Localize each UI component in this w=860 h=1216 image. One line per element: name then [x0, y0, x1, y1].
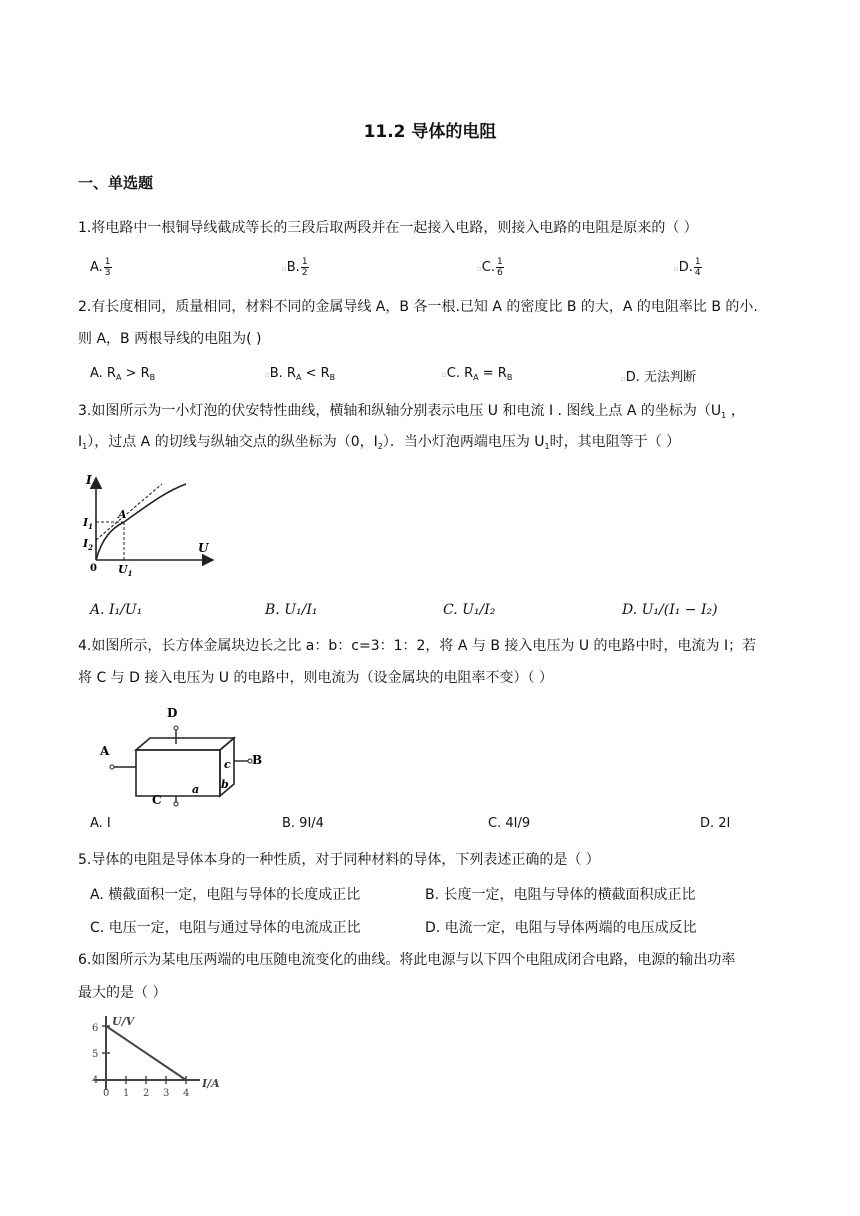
q2-option-b-sub2: B	[329, 373, 336, 382]
q2-option-c-sub1: A	[473, 373, 479, 382]
q3-line2-text3: 时，其电阻等于（ ）	[549, 434, 681, 450]
q6-y-label-6: 6	[92, 1023, 99, 1034]
q4-terminal-d	[174, 726, 178, 730]
question-3-stem-line2	[78, 427, 784, 462]
q2-option-a-text1: A. R	[90, 366, 116, 381]
q2-option-b-text2: < R	[301, 366, 330, 381]
question-5-stem: 5.导体的电阻是导体本身的一种性质，对于同种材料的导体，下列表述正确的是（ ）	[78, 852, 600, 868]
q4-option-d[interactable]: D. 2I	[700, 816, 731, 831]
q3-line1-tail: ，	[726, 403, 745, 419]
q3-line2-sub1: 1	[82, 442, 88, 451]
q3-y-axis-label: I	[86, 473, 92, 487]
q3-x-axis-label: U	[198, 541, 209, 555]
q4-terminal-a	[110, 765, 114, 769]
q6-y-label-4: 4	[92, 1075, 99, 1086]
q4-dim-a: a	[192, 783, 200, 796]
q4-metal-block-figure	[92, 700, 272, 810]
q3-option-d[interactable]: D. U₁/(I₁ − I₂)	[622, 602, 718, 618]
q4-dim-b: b	[221, 778, 229, 791]
q1-option-c-prefix: C.	[481, 260, 495, 275]
question-3-stem-line1	[78, 396, 784, 431]
q6-x-label-4: 4	[183, 1088, 190, 1099]
q4-option-b[interactable]: B. 9I/4	[282, 816, 324, 831]
q1-option-a-numerator: 1	[104, 257, 111, 267]
q1-option-c[interactable]: ▫C. $\frac{1}{6}$	[477, 257, 503, 278]
q3-line2-sub3: 1	[544, 442, 550, 451]
q5-option-a[interactable]: A. 横截面积一定，电阻与导体的长度成正比	[90, 887, 361, 903]
q2-option-c-text1: C. R	[446, 366, 474, 381]
q2-option-d-text: D. 无法判断	[625, 370, 697, 385]
q2-option-a-text2: > R	[121, 366, 150, 381]
section-heading: 一、单选题	[78, 174, 154, 192]
page-title: 11.2 导体的电阻	[363, 122, 497, 142]
q4-terminal-c	[174, 802, 178, 806]
q3-iv-curve	[96, 484, 186, 560]
q3-iv-curve-figure	[78, 470, 223, 580]
question-1-stem: 1.将电路中一根铜导线截成等长的三段后取两段并在一起接入电路，则接入电路的电阻是原来的（ ）	[78, 220, 698, 236]
q3-line1-text: 3.如图所示为一小灯泡的伏安特性曲线，横轴和纵轴分别表示电压 U 和电流 I . 图线上点 A 的坐标为（U	[78, 403, 722, 419]
q6-source-graph	[82, 1010, 242, 1105]
q6-y-axis-label: U/V	[112, 1015, 135, 1028]
q1-option-a-denominator: 3	[104, 268, 111, 278]
q3-line2-text2: ）．当小灯泡两端电压为 U	[382, 434, 545, 450]
q3-origin-label: 0	[90, 563, 97, 574]
q4-dim-c: c	[224, 758, 231, 771]
q1-option-d-prefix: D.	[678, 260, 693, 275]
q3-u1-label: $U_1$	[118, 563, 133, 578]
q4-label-d: D	[167, 706, 178, 720]
q1-option-c-fraction	[496, 257, 504, 278]
q6-x-label-0: 0	[103, 1088, 110, 1099]
q4-label-c: C	[152, 793, 162, 807]
q4-label-b: B	[252, 753, 263, 767]
q3-line2-text1: ），过点 A 的切线与纵轴交点的纵坐标为（0，I	[87, 434, 378, 450]
q3-option-c[interactable]: C. U₁/I₂	[443, 602, 496, 618]
q3-line2-i: I	[78, 434, 83, 450]
q4-option-c[interactable]: C. 4I/9	[488, 816, 531, 831]
q5-option-c[interactable]: C. 电压一定，电阻与通过导体的电流成正比	[90, 920, 361, 936]
q1-option-d[interactable]: ▫D. $\frac{1}{4}$	[674, 257, 701, 278]
q1-option-b-prefix: B.	[286, 260, 300, 275]
q1-option-a[interactable]	[90, 257, 112, 278]
q2-option-b-text1: B. R	[269, 366, 296, 381]
q4-block-top-face	[136, 738, 234, 750]
q6-x-label-3: 3	[163, 1088, 170, 1099]
q3-option-a[interactable]: A. I₁/U₁	[90, 602, 143, 618]
question-2-stem-line2: 则 A，B 两根导线的电阻为( )	[78, 331, 262, 347]
q3-line2-sub2: 2	[377, 442, 383, 451]
q1-option-d-numerator: 1	[694, 257, 701, 267]
q2-option-a-sub2: B	[149, 373, 156, 382]
q4-option-a[interactable]: A. I	[90, 816, 111, 831]
q1-option-c-numerator: 1	[496, 257, 503, 267]
q5-option-d[interactable]: D. 电流一定，电阻与导体两端的电压成反比	[425, 920, 697, 936]
q3-line1-sub: 1	[721, 411, 727, 420]
q4-label-a: A	[100, 744, 110, 758]
question-4-stem-line2: 将 C 与 D 接入电压为 U 的电路中，则电流为（设金属块的电阻率不变）（ ）	[78, 670, 553, 686]
q6-y-label-5: 5	[92, 1049, 99, 1060]
q1-option-b-numerator: 1	[301, 257, 308, 267]
q2-option-a-sub1: A	[115, 373, 122, 382]
q1-option-c-denominator: 6	[496, 268, 503, 278]
q3-tangent-line	[96, 484, 162, 540]
q6-x-label-2: 2	[143, 1088, 150, 1099]
question-4-stem-line1: 4.如图所示，长方体金属块边长之比 a：b：c=3：1：2，将 A 与 B 接入电压为 U 的电路中时，电流为 I；若	[78, 638, 757, 654]
q1-option-a-fraction	[104, 257, 112, 278]
q2-option-d[interactable]: ▫D. 无法判断	[621, 370, 697, 385]
question-6-stem-line2: 最大的是（ ）	[78, 985, 167, 1001]
q1-option-a-prefix: A.	[90, 260, 103, 275]
q1-option-b-denominator: 2	[301, 268, 308, 278]
q6-u-i-line	[106, 1026, 186, 1080]
q2-option-a[interactable]	[90, 366, 155, 382]
q1-option-b-fraction	[301, 257, 309, 278]
q5-option-b[interactable]: B. 长度一定，电阻与导体的横截面积成正比	[425, 887, 696, 903]
q2-option-c-text2: = R	[478, 366, 507, 381]
q1-option-d-fraction	[694, 257, 702, 278]
q2-option-c-sub2: B	[506, 373, 513, 382]
question-2-stem-line1: 2.有长度相同，质量相同，材料不同的金属导线 A，B 各一根.已知 A 的密度比 B 的大，A 的电阻率比 B 的小.	[78, 299, 758, 315]
q3-i2-label: $I_2$	[83, 537, 94, 552]
q2-option-b[interactable]: ▫B. $R_A < R_B$	[265, 366, 336, 382]
q3-point-a-label: A	[118, 508, 127, 521]
q3-option-b[interactable]: B. U₁/I₁	[265, 602, 318, 618]
q2-option-b-sub1: A	[295, 373, 302, 382]
q1-option-d-denominator: 4	[694, 268, 701, 278]
q3-i1-label: $I_1$	[83, 516, 94, 531]
question-6-stem-line1: 6.如图所示为某电压两端的电压随电流变化的曲线。将此电源与以下四个电阻成闭合电路，电源的输出功率	[78, 952, 736, 968]
q1-option-b[interactable]: ▫B. $\frac{1}{2}$	[282, 257, 308, 278]
q2-option-c[interactable]: ▫C. $R_A = R_B$	[442, 366, 513, 382]
q6-x-axis-label: I/A	[202, 1077, 220, 1090]
q6-x-label-1: 1	[123, 1088, 130, 1099]
q4-block-front-face	[136, 750, 220, 796]
